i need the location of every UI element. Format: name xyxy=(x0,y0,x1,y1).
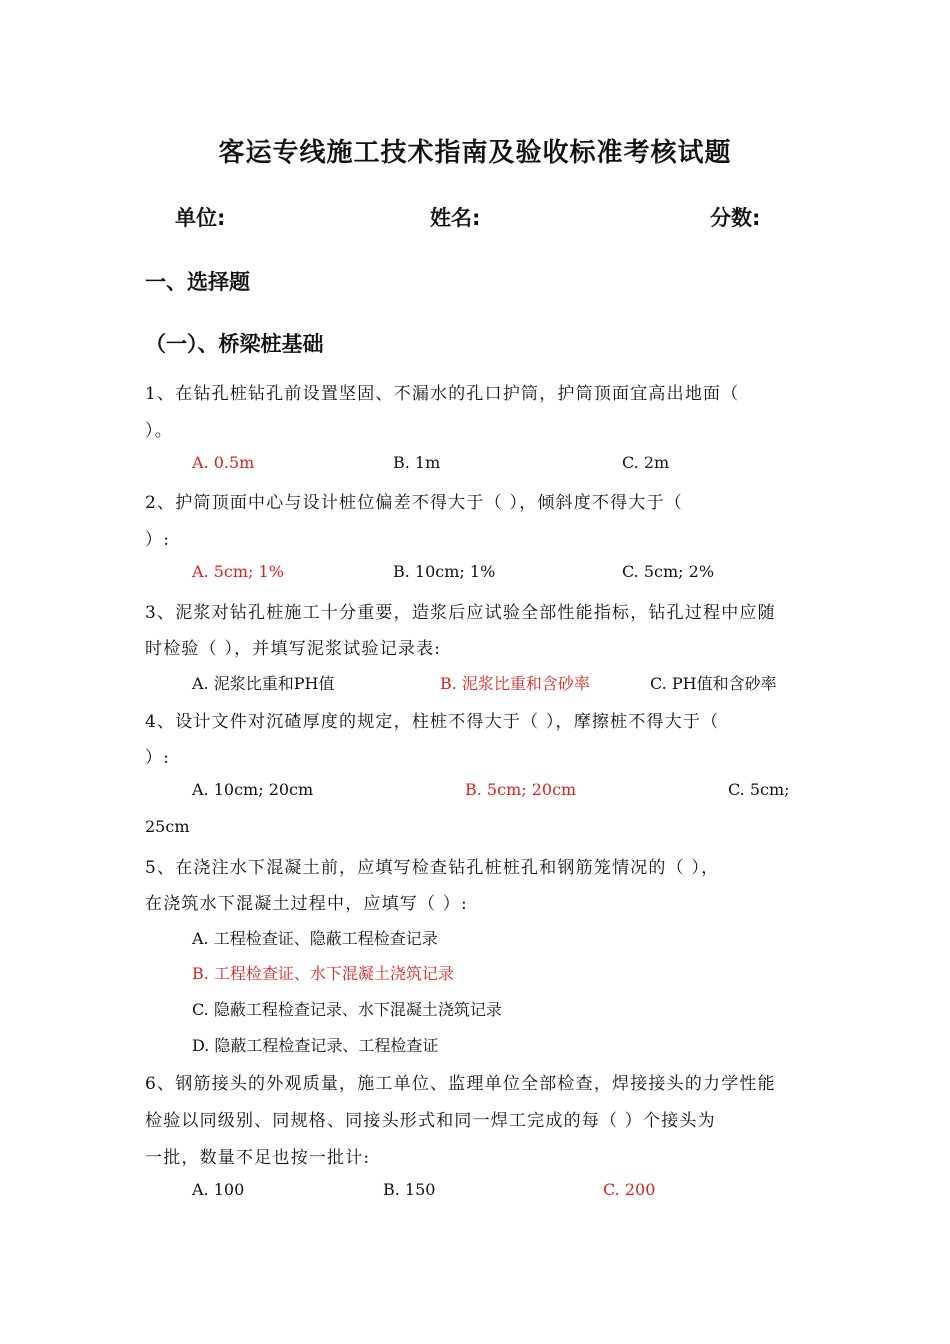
q2-option-a: A. 5cm; 1% xyxy=(192,562,284,581)
question-6-line-3: 一批，数量不足也按一批计: xyxy=(145,1148,371,1168)
question-2-line-1: 2、护筒顶面中心与设计桩位偏差不得大于（ ），倾斜度不得大于（ xyxy=(145,493,683,513)
q4-option-a: A. 10cm; 20cm xyxy=(192,780,314,799)
document-title: 客运专线施工技术指南及验收标准考核试题 xyxy=(218,138,732,168)
question-4-line-1: 4、设计文件对沉碴厚度的规定，柱桩不得大于（ ），摩擦桩不得大于（ xyxy=(145,712,720,732)
q5-option-c: C. 隐蔽工程检查记录、水下混凝土浇筑记录 xyxy=(192,1000,502,1019)
question-1-line-1: 1、在钻孔桩钻孔前设置坚固、不漏水的孔口护筒，护筒顶面宜高出地面（ xyxy=(145,384,740,404)
q1-option-a: A. 0.5m xyxy=(192,453,255,472)
q6-option-a: A. 100 xyxy=(192,1180,245,1199)
score-label: 分数: xyxy=(710,206,761,230)
q3-option-c: C. PH值和含砂率 xyxy=(650,674,777,693)
q5-option-a: A. 工程检查证、隐蔽工程检查记录 xyxy=(192,929,438,948)
question-6-line-2: 检验以同级别、同规格、同接头形式和同一焊工完成的每（ ）个接头为 xyxy=(145,1111,716,1131)
name-label: 姓名: xyxy=(430,206,481,230)
q6-option-c: C. 200 xyxy=(603,1180,656,1199)
question-5-line-1: 5、在浇注水下混凝土前，应填写检查钻孔桩桩孔和钢筋笼情况的（ ）， xyxy=(145,858,720,878)
q1-option-c: C. 2m xyxy=(622,453,670,472)
q1-option-b: B. 1m xyxy=(393,453,441,472)
question-6-line-1: 6、钢筋接头的外观质量，施工单位、监理单位全部检查，焊接接头的力学性能 xyxy=(145,1074,776,1094)
question-1-line-2: ）。 xyxy=(145,421,173,441)
section-heading: 一、选择题 xyxy=(145,270,250,294)
q6-option-b: B. 150 xyxy=(383,1180,436,1199)
question-4-line-2: ）: xyxy=(145,748,171,768)
question-2-line-2: ）: xyxy=(145,530,171,550)
q4-option-c: C. 5cm; xyxy=(728,780,790,799)
q2-option-b: B. 10cm; 1% xyxy=(393,562,496,581)
unit-label: 单位: xyxy=(175,206,226,230)
question-3-line-1: 3、泥浆对钻孔桩施工十分重要，造浆后应试验全部性能指标，钻孔过程中应随 xyxy=(145,603,776,623)
q3-option-b: B. 泥浆比重和含砂率 xyxy=(440,674,590,693)
q4-option-c-continued: 25cm xyxy=(145,817,190,836)
q2-option-c: C. 5cm; 2% xyxy=(622,562,715,581)
question-3-line-2: 时检验（ ），并填写泥浆试验记录表: xyxy=(145,639,442,659)
q5-option-d: D. 隐蔽工程检查记录、工程检查证 xyxy=(192,1036,439,1055)
question-5-line-2: 在浇筑水下混凝土过程中，应填写（ ）: xyxy=(145,894,468,914)
q5-option-b: B. 工程检查证、水下混凝土浇筑记录 xyxy=(192,964,454,983)
q3-option-a: A. 泥浆比重和PH值 xyxy=(192,674,335,693)
subsection-heading: （一）、桥梁桩基础 xyxy=(145,332,324,356)
q4-option-b: B. 5cm; 20cm xyxy=(465,780,577,799)
